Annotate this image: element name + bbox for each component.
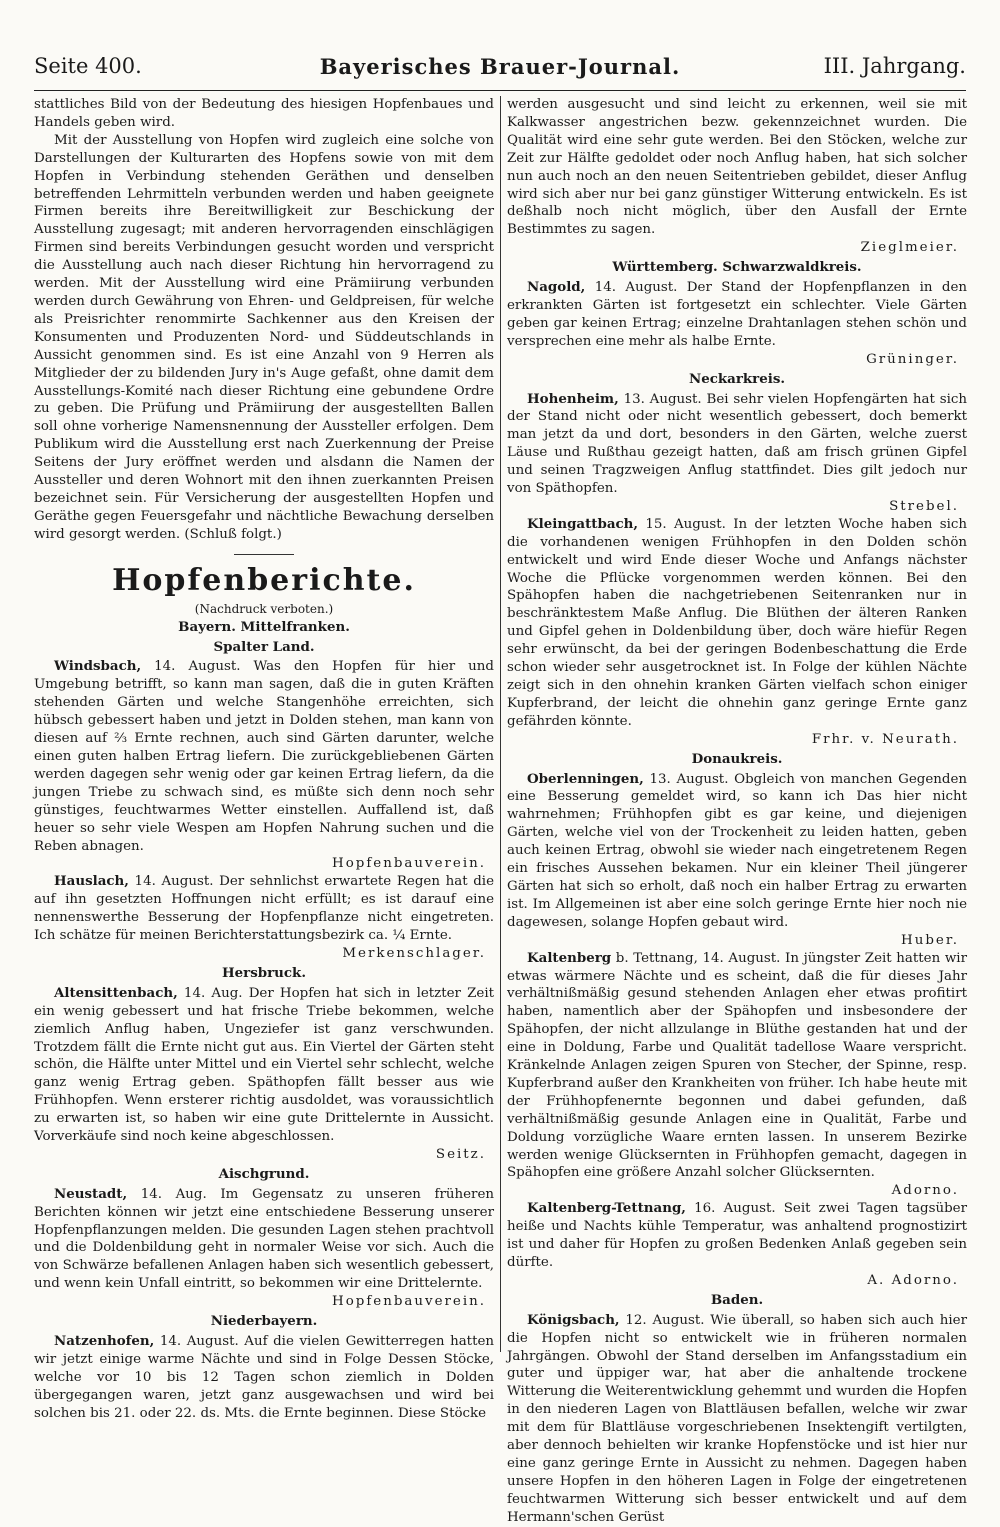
- report-text: 14. Aug. Im Gegensatz zu unseren früheren Berichten können wir jetzt eine entschiedene Besserung unserer Hopfenpflanzungen melden. Die gesunden Lagen stehen prachtvoll und die Doldenbildung geht in normaler Weise vor sich. Auch die von Schwärze befallenen Anlagen haben sich wesentlich gebessert, und wenn kein Unfall eintritt, so bekommen wir eine Drittelernte.: [34, 1186, 494, 1292]
- section-heading: Hopfenberichte.: [112, 562, 416, 598]
- report-signature: Frhr. v. Neurath.: [811, 731, 959, 747]
- right-column: [507, 96, 967, 1525]
- report-kaltenberg-tettnang: [507, 1200, 967, 1272]
- section-divider: [234, 554, 294, 555]
- report-location: Neustadt,: [54, 1185, 128, 1202]
- report-signature: Zieglmeier.: [860, 240, 959, 256]
- report-neustadt: [34, 1186, 494, 1293]
- report-natzenhofen: [34, 1333, 494, 1423]
- report-location: Königsbach,: [527, 1311, 620, 1328]
- report-hauslach: [34, 873, 494, 945]
- left-column: [34, 96, 494, 1421]
- region-heading-baden: Baden.: [710, 1291, 764, 1308]
- intro-continuation: stattliches Bild von der Bedeutung des hiesigen Hopfenbaues und Handels geben wird.: [34, 97, 494, 130]
- district-heading-hersbruck: Hersbruck.: [221, 964, 306, 981]
- page-header: [34, 50, 966, 91]
- report-signature: Strebel.: [889, 498, 959, 514]
- report-location: Nagold,: [527, 279, 586, 296]
- report-text: 12. August. Wie überall, so haben sich auch hier die Hopfen nicht so entwickelt wie in früheren normalen Jahrgängen. Obwohl der Stand derselben im Anfangsstadium ein guter und üppiger war, hat aber die anhaltende trockene Witterung die Weiterentwicklung gehemmt und wurden die Hopfen in den niederen Lagen von Blattläusen befallen, welche wir zwar mit dem für Blattläuse vorgeschriebenen Insektengift vertilgten, aber dennoch behielten wir kranke Hopfenstöcke und ist hier nur eine ganz geringe Ernte in Aussicht zu nehmen. Dagegen haben unsere Hopfen in den höheren Lagen in Folge der eingetretenen feuchtwarmen Witterung sich besser entwickelt und auf dem Hermann'schen Gerüst: [507, 1312, 967, 1525]
- report-location: Altensittenbach,: [54, 984, 178, 1001]
- journal-title: Bayerisches Brauer-Journal.: [319, 54, 681, 79]
- report-kaltenberg: [507, 950, 967, 1183]
- column-divider: [500, 96, 501, 1352]
- report-text: 15. August. In der letzten Woche haben sich die vorhandenen wenigen Frühhopfen in den Dolden schön entwickelt und wird Ende dieser Woche und Anfangs nächster Woche die Pflücke vorgenommen werden können. Bei den Spähopfen haben die nachgetriebenen Seitenranken nur in beschränktestem Maße Anflug. Die Blüthen der älteren Ranken und Gipfel gehen in Doldenbildung über, doch wäre hiefür Regen sehr erwünscht, da bei der geringen Bodenbeschattung die Erde schon wieder sehr ausgetrocknet ist. In Folge der kühlen Nächte zeigt sich in den ohnehin kranken Gärten vielfach schon einiger Kupferbrand, der leicht die ohnehin ganz geringe Ernte ganz gefährden könnte.: [507, 516, 967, 729]
- exhibition-paragraph: Mit der Ausstellung von Hopfen wird zugleich eine solche von Darstellungen der Kulturarten des Hopfens sowie von mit dem Hopfen in Verbindung stehenden Geräthen und denselben betreffenden Lehrmitteln verbunden werden und haben geeignete Firmen bereits ihre Bereitwilligkeit zur Beschickung der Ausstellung zugesagt; mit anderen hervorragenden einschlägigen Firmen sind bereits Verbindungen gesucht worden und verspricht die Ausstellung auch nach dieser Richtung hin hervorragend zu werden. Mit der Ausstellung wird eine Prämiirung verbunden werden durch Gewährung von Ehren- und Geldpreisen, für welche als Preisrichter renommirte Sachkenner aus den Kreisen der Konsumenten und Produzenten Nord- und Süddeutschlands in Aussicht genommen sind. Es ist eine Anzahl von 9 Herren als Mitglieder der zu bildenden Jury in's Auge gefaßt, ohne damit dem Ausstellungs-Komité nach dieser Richtung eine gebundene Ordre zu geben. Die Prüfung und Prämiirung der ausgestellten Ballen soll ohne vorherige Namensnennung der Aussteller erfolgen. Dem Publikum wird die Ausstellung erst nach Zuerkennung der Preise Seitens der Jury eröffnet werden und alsdann die Namen der Aussteller und deren Wohnort mit den ihnen zuerkannten Preisen bezeichnet sein. Für Versicherung der ausgestellten Hopfen und Geräthe gegen Feuersgefahr und nächtliche Bewachung derselben wird gesorgt werden. (Schluß folgt.): [34, 132, 494, 542]
- report-text: 14. August. Auf die vielen Gewitterregen hatten wir jetzt einige warme Nächte und sind in Folge Dessen Stöcke, welche vor 10 bis 12 Tagen schon ziemlich in Dolden übergegangen waren, jetzt ganz ausgewachsen und wird bei solchen bis 21. oder 22. ds. Mts. die Ernte beginnen. Diese Stöcke: [34, 1334, 494, 1421]
- report-signature: Merkenschlager.: [342, 945, 486, 961]
- report-kleingattbach: [507, 516, 967, 731]
- report-signature: Hopfenbauverein.: [332, 1294, 486, 1310]
- region-heading-bayern: Bayern. Mittelfranken.: [178, 618, 350, 635]
- report-location: Oberlenningen,: [527, 770, 644, 787]
- report-hohenheim: [507, 391, 967, 498]
- report-windsbach: [34, 658, 494, 855]
- report-text: 14. August. Der sehnlichst erwartete Regen hat die auf ihn gesetzten Hoffnungen nicht erfüllt; es ist darauf eine nennenswerthe Besserung der Hopfenpflanze nicht eingetreten. Ich schätze für meinen Berichterstattungsbezirk ca. ¼ Ernte.: [34, 874, 494, 944]
- report-location: Windsbach,: [54, 658, 142, 675]
- region-heading-wuerttemberg: Württemberg. Schwarzwaldkreis.: [612, 259, 862, 276]
- report-location: Hauslach,: [54, 873, 129, 890]
- report-text: 13. August. Obgleich von manchen Gegenden eine Besserung gemeldet wird, so kann ich Das hier nicht wahrnehmen; Frühhopfen gibt es gar keine, und diejenigen Gärten, welche viel von der Trockenheit zu leiden hatten, geben auch keinen Ertrag, obwohl sie wieder nach eingetretenem Regen ein frisches Aussehen bekamen. Nur ein kleiner Theil jüngerer Gärten hat sich so erholt, daß noch ein halber Ertrag zu erwarten ist. Im Allgemeinen ist aber eine solch geringe Ernte hier noch nie dagewesen, solange Hopfen gebaut wird.: [507, 771, 967, 930]
- report-koenigsbach: [507, 1312, 967, 1527]
- report-text: 16. August. Seit zwei Tagen tagsüber heiße und Nachts kühle Temperatur, was anhaltend prognostizirt ist und daher für Hopfen zu großen Bedenken Anlaß gegeben sein dürfte.: [507, 1201, 967, 1270]
- report-continuation: werden ausgesucht und sind leicht zu erkennen, weil sie mit Kalkwasser angestrichen bezw. gekennzeichnet wurden. Die Qualität wird eine sehr gute werden. Bei den Stöcken, welche zur Zeit zur Hälfte gedoldet oder noch Anflug haben, hat sich solcher nun auch noch an den neuen Seitentrieben gebildet, dieser Anflug wird sich aber nur bei ganz günstiger Witterung entwickeln. Es ist deßhalb noch nicht möglich, über den Ausfall der Ernte Bestimmtes zu sagen.: [507, 97, 967, 238]
- district-heading-donaukreis: Donaukreis.: [691, 750, 783, 767]
- report-text: 13. August. Bei sehr vielen Hopfengärten hat sich der Stand nicht oder nicht wesentlich gebessert, doch bemerkt man jetzt da und dort, besonders in den Gärten, welche zuerst Läuse und Rußthau gezeigt hatten, daß am frisch grünen Gipfel und seinen Tragzweigen Anflug stattfindet. Dies gilt jedoch nur von Späthopfen.: [507, 391, 967, 497]
- report-text: 14. Aug. Der Hopfen hat sich in letzter Zeit ein wenig gebessert und hat frische Triebe bekommen, welche ziemlich Anflug haben, Ungeziefer ist ganz verschwunden. Trotzdem fällt die Ernte nicht gut aus. Ein Viertel der Gärten steht schön, die Hälfte unter Mittel und ein Viertel sehr schlecht, welche ganz wenig Ertrag geben. Späthopfen fällt besser aus wie Frühhopfen. Wenn ersterer richtig ausdoldet, was voraussichtlich zu erwarten ist, so haben wir eine gute Drittelernte in Aussicht. Vorverkäufe sind noch keine abgeschlossen.: [34, 985, 494, 1145]
- report-signature: Grüninger.: [866, 351, 959, 367]
- volume-label: III. Jahrgang.: [823, 54, 966, 78]
- report-location: Kaltenberg-Tettnang,: [527, 1200, 686, 1217]
- report-signature: Adorno.: [891, 1183, 959, 1199]
- report-location: Hohenheim,: [527, 390, 619, 407]
- report-signature: Seitz.: [435, 1146, 486, 1162]
- report-signature: Huber.: [901, 932, 959, 948]
- district-heading-aischgrund: Aischgrund.: [218, 1165, 310, 1182]
- district-heading-niederbayern: Niederbayern.: [210, 1313, 318, 1330]
- report-text: b. Tettnang, 14. August. In jüngster Zeit hatten wir etwas wärmere Nächte und es scheint, daß die für dieses Jahr verhältnißmäßig gesund stehenden Anlagen eher etwas profitirt haben, namentlich aber der Spähopfen und insbesondere der Spähopfen, der nicht allzulange in Blüthe gestanden hat und der eine in Doldung, Farbe und Qualität tadellose Waare verspricht. Kränkelnde Anlagen zeigen Spuren von Stecher, der Spinne, resp. Kupferbrand außer den Krankheiten von früher. Ich habe heute mit der Frühhopfenernte begonnen und dabei gefunden, daß verhältnißmäßig gesunde Anlagen eine in Qualität, Farbe und Doldung vorzügliche Waare ernten lassen. In unserem Bezirke werden wenige Glücksernten in Frühhopfen gemacht, dagegen in Spähopfen eine größere Anzahl solcher Glücksernten.: [507, 950, 967, 1181]
- report-signature: Hopfenbauverein.: [332, 856, 486, 872]
- report-location: Natzenhofen,: [54, 1333, 155, 1349]
- report-text: 14. August. Der Stand der Hopfenpflanzen in den erkrankten Gärten ist fortgesetzt ein schlechter. Viele Gärten geben gar keinen Ertrag; einzelne Drahtanlagen stehen schön und versprechen eine mehr als halbe Ernte.: [507, 280, 967, 349]
- report-location: Kaltenberg: [527, 949, 612, 966]
- report-text: 14. August. Was den Hopfen für hier und Umgebung betrifft, so kann man sagen, daß die in guten Kräften stehenden Gärten und welche Stangenhöhe erreichten, sich hübsch gebessert haben und jetzt in Dolden stehen, man kann von diesen auf ⅔ Ernte rechnen, auch sind Gärten darunter, welche einen guten halben Ertrag liefern. Die zurückgebliebenen Gärten werden dagegen sehr wenig oder gar keinen Ertrag liefern, da die jungen Triebe zu schwach sind, es müßte sich denn noch sehr günstiges, feuchtwarmes Wetter einstellen. Auffallend ist, daß heuer so sehr viele Wespen am Hopfen Nahrung suchen und die Reben abnagen.: [34, 659, 494, 854]
- report-signature: A. Adorno.: [867, 1272, 959, 1288]
- report-nagold: [507, 279, 967, 351]
- report-location: Kleingattbach,: [527, 515, 639, 532]
- page-number: Seite 400.: [34, 54, 142, 78]
- district-heading-spalter: Spalter Land.: [213, 638, 315, 655]
- district-heading-neckarkreis: Neckarkreis.: [688, 370, 786, 387]
- report-altensittenbach: [34, 985, 494, 1146]
- reprint-note: (Nachdruck verboten.): [194, 601, 334, 616]
- report-oberlenningen: [507, 771, 967, 932]
